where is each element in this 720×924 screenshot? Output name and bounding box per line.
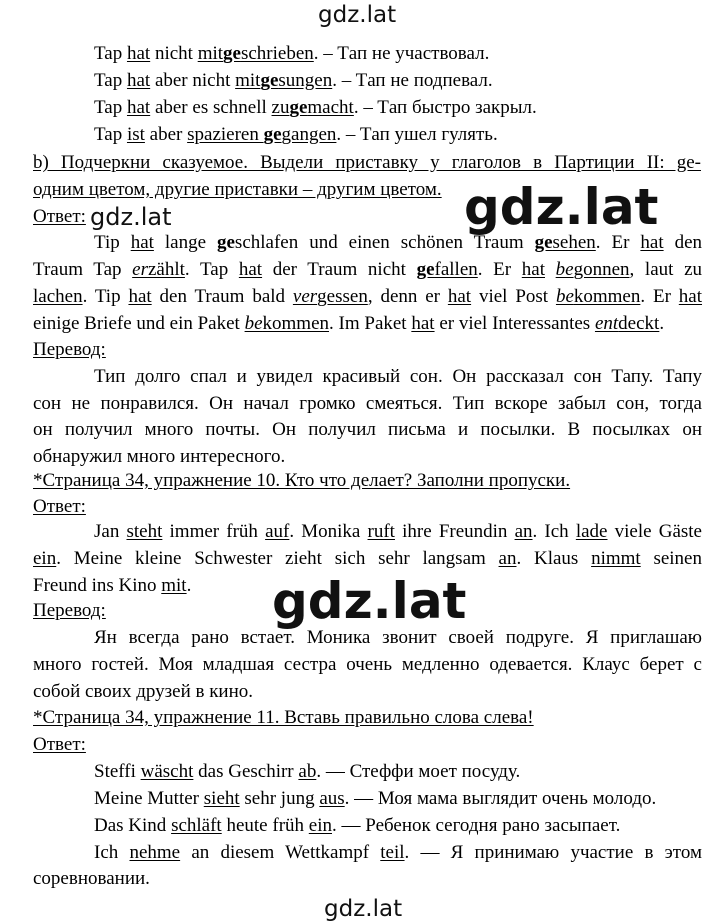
de-para2-line: Freund ins Kino mit. xyxy=(33,575,192,596)
watermark-top: gdz.lat xyxy=(318,2,397,28)
de-para2-line: ein. Meine kleine Schwester zieht sich sehr langsam an. Klaus nimmt seinen xyxy=(33,548,702,569)
translation-label: Перевод: xyxy=(33,600,106,621)
answer-label: Ответ: xyxy=(33,206,86,227)
ex11-line: Steffi wäscht das Geschirr ab. — Стеффи моет посуду. xyxy=(94,761,521,782)
watermark-large: gdz.lat xyxy=(464,178,659,236)
watermark-small: gdz.lat xyxy=(90,203,172,231)
de-para1-line: Tip hat lange geschlafen und einen schönen Traum gesehen. Er hat den xyxy=(94,232,703,253)
translation-label: Перевод: xyxy=(33,339,106,360)
watermark-middle: gdz.lat xyxy=(272,572,467,630)
answer-label: Ответ: xyxy=(33,734,86,755)
watermark-bottom: gdz.lat xyxy=(324,896,403,922)
ru-para1-line: обнаружил много интересного. xyxy=(33,446,286,467)
de-para1-line: lachen. Tip hat den Traum bald vergessen, denn er hat viel Post bekommen. Er hat xyxy=(33,286,703,307)
answer-label: Ответ: xyxy=(33,496,86,517)
ex11-line: Ich nehme an diesem Wettkampf teil. — Я принимаю участие в этом xyxy=(94,842,702,863)
ru-para1-line: Тип долго спал и увидел красивый сон. Он рассказал сон Тапу. Тапу xyxy=(94,366,702,387)
intro-line: Tap ist aber spazieren gegangen. – Tап ушел гулять. xyxy=(94,124,498,145)
task-b-heading-cont: одним цветом, другие приставки – другим цветом. xyxy=(33,179,442,200)
de-para1-line: einige Briefe und ein Paket bekommen. Im Paket hat er viel Interessantes entdeckt. xyxy=(33,313,665,334)
de-para2-line: Jan steht immer früh auf. Monika ruft ihre Freundin an. Ich lade viele Gäste xyxy=(94,521,702,542)
ru-para2-line: собой своих друзей в кино. xyxy=(33,681,254,702)
de-para1-line: Traum Tap erzählt. Tap hat der Traum nicht gefallen. Er hat begonnen, laut zu xyxy=(33,259,703,280)
ru-para1-line: он получил много почты. Он получил письма и посылки. В посылках он xyxy=(33,419,702,440)
ru-para2-line: Ян всегда рано встает. Моника звонит своей подруге. Я приглашаю xyxy=(94,627,702,648)
ex11-heading: *Страница 34, упражнение 11. Вставь правильно слова слева! xyxy=(33,707,534,728)
ex11-line-cont: соревновании. xyxy=(33,868,150,889)
task-b-heading: b) Подчеркни сказуемое. Выдели приставку у глаголов в Партиции II: ge- xyxy=(33,152,701,173)
ex10-heading: *Страница 34, упражнение 10. Кто что делает? Заполни пропуски. xyxy=(33,470,571,491)
ex11-line: Das Kind schläft heute früh ein. — Ребенок сегодня рано засыпает. xyxy=(94,815,621,836)
ru-para2-line: много гостей. Моя младшая сестра очень медленно одевается. Клаус берет с xyxy=(33,654,702,675)
intro-line: Tap hat aber es schnell zugemacht. – Tап быстро закрыл. xyxy=(94,97,537,118)
ru-para1-line: сон не понравился. Он начал громко смеяться. Тип вскоре забыл сон, тогда xyxy=(33,393,702,414)
ex11-line: Meine Mutter sieht sehr jung aus. — Моя мама выглядит очень молодо. xyxy=(94,788,657,809)
intro-line: Tap hat aber nicht mitgesungen. – Tап не подпевал. xyxy=(94,70,493,91)
intro-line: Tap hat nicht mitgeschrieben. – Tап не участвовал. xyxy=(94,43,490,64)
